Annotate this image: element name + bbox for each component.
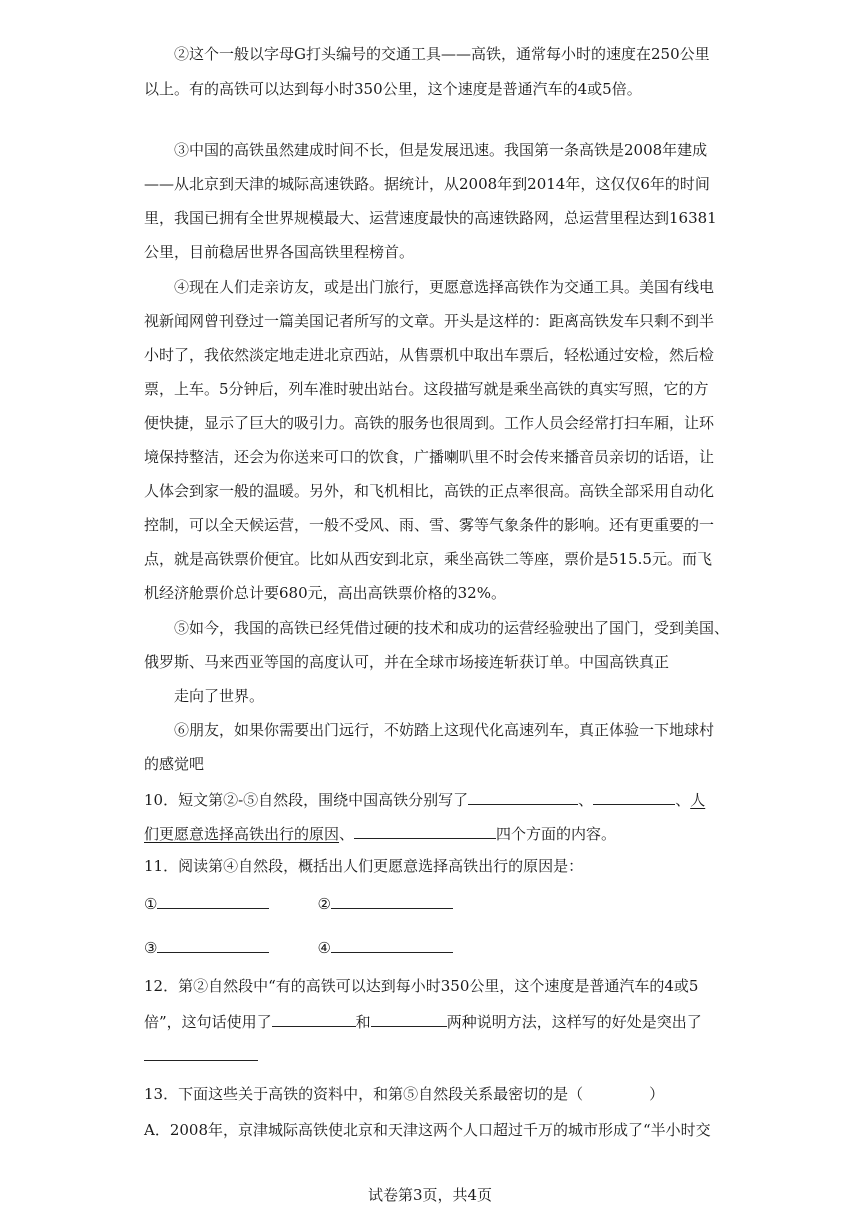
question-11-row1 <box>144 892 453 914</box>
question-12-text: 和 <box>355 1013 371 1031</box>
passage-p2-line1: ②这个一般以字母G打头编号的交通工具——高铁，通常每小时的速度在250公里 <box>174 45 710 63</box>
answer-blank[interactable] <box>331 936 453 953</box>
answer-blank[interactable] <box>157 892 269 909</box>
question-10-text: 10．短文第②-⑤自然段，围绕中国高铁分别写了 <box>144 791 469 809</box>
passage-p4-line6: 境保持整洁，还会为你送来可口的饮食，广播喇叭里不时会传来播音员亲切的话语，让 <box>144 448 715 466</box>
page-footer: 试卷第3页，共4页 <box>367 1186 493 1204</box>
passage-p3-line1: ③中国的高铁虽然建成时间不长，但是发展迅速。我国第一条高铁是2008年建成 <box>174 141 708 159</box>
passage-p4-line1: ④现在人们走亲访友，或是出门旅行，更愿意选择高铁作为交通工具。美国有线电 <box>174 278 715 296</box>
question-12-line2 <box>144 1010 702 1032</box>
question-13-option-a: A．2008年，京津城际高铁使北京和天津这两个人口超过千万的城市形成了“半小时交 <box>144 1121 711 1139</box>
passage-p4-line3: 小时了，我依然淡定地走进北京西站，从售票机中取出车票后，轻松通过安检，然后检 <box>144 346 715 364</box>
passage-p4-line8: 控制，可以全天候运营，一般不受风、雨、雪、雾等气象条件的影响。还有更重要的一 <box>144 516 715 534</box>
passage-p6-line1: ⑥朋友，如果你需要出门远行，不妨踏上这现代化高速列车，真正体验一下地球村 <box>174 721 715 739</box>
answer-blank[interactable] <box>157 936 269 953</box>
passage-p5-line1: ⑤如今，我国的高铁已经凭借过硬的技术和成功的运营经验驶出了国门，受到美国、 <box>174 619 730 637</box>
answer-blank[interactable] <box>331 892 453 909</box>
question-10-line1 <box>144 788 705 810</box>
passage-p4-line7: 人体会到家一般的温暖。另外，和飞机相比，高铁的正点率很高。高铁全部采用自动化 <box>144 482 715 500</box>
separator: 、 <box>675 791 691 809</box>
paren-close: ） <box>649 1085 665 1103</box>
separator: 、 <box>578 791 594 809</box>
answer-blank[interactable] <box>272 1010 356 1027</box>
question-11-text: 11．阅读第④自然段，概括出人们更愿意选择高铁出行的原因是： <box>144 857 584 875</box>
passage-p3-line2: ——从北京到天津的城际高速铁路。据统计，从2008年到2014年，这仅仅6年的时间 <box>144 175 710 193</box>
question-12-text: 两种说明方法，这样写的好处是突出了 <box>446 1013 702 1031</box>
passage-p2-line2: 以上。有的高铁可以达到每小时350公里，这个速度是普通汽车的4或5倍。 <box>144 80 642 98</box>
passage-p4-line10: 机经济舱票价总计要680元，高出高铁票价格的32%。 <box>144 584 506 602</box>
passage-p5-line3: 走向了世界。 <box>174 687 265 705</box>
passage-p4-line4: 票，上车。5分钟后，列车准时驶出站台。这段描写就是乘坐高铁的真实写照，它的方 <box>144 380 709 398</box>
answer-marker: ① <box>144 895 158 913</box>
passage-p4-line2: 视新闻网曾刊登过一篇美国记者所写的文章。开头是这样的：距离高铁发车只剩不到半 <box>144 312 715 330</box>
question-12-text: 倍”，这句话使用了 <box>144 1013 272 1031</box>
answer-marker: ③ <box>144 939 158 957</box>
answer-blank[interactable] <box>371 1010 447 1027</box>
passage-p6-line2: 的感觉吧 <box>144 755 205 773</box>
passage-p3-line3: 里，我国已拥有全世界规模最大、运营速度最快的高速铁路网，总运营里程达到16381 <box>144 209 717 227</box>
given-answer: 人 <box>690 791 706 809</box>
question-13-line <box>144 1084 664 1104</box>
question-12-line3 <box>144 1044 258 1066</box>
question-10-line2 <box>144 822 616 844</box>
passage-p5-line2: 俄罗斯、马来西亚等国的高度认可，并在全球市场接连斩获订单。中国高铁真正 <box>144 653 670 671</box>
answer-blank[interactable] <box>144 1044 258 1061</box>
answer-blank[interactable] <box>468 788 578 805</box>
answer-marker: ④ <box>317 939 331 957</box>
passage-p3-line4: 公里，目前稳居世界各国高铁里程榜首。 <box>144 243 415 261</box>
answer-blank[interactable] <box>354 822 496 839</box>
question-10-tail: 四个方面的内容。 <box>496 825 617 843</box>
question-13-text: 13．下面这些关于高铁的资料中，和第⑤自然段关系最密切的是（ <box>144 1085 584 1103</box>
question-12-line1: 12．第②自然段中“有的高铁可以达到每小时350公里，这个速度是普通汽车的4或5 <box>144 977 699 995</box>
answer-blank[interactable] <box>593 788 675 805</box>
question-11-row2 <box>144 936 453 958</box>
answer-marker: ② <box>317 895 331 913</box>
passage-p4-line5: 便快捷，显示了巨大的吸引力。高铁的服务也很周到。工作人员会经常打扫车厢，让环 <box>144 414 715 432</box>
separator: 、 <box>339 825 355 843</box>
given-answer: 们更愿意选择高铁出行的原因 <box>144 825 340 843</box>
passage-p4-line9: 点，就是高铁票价便宜。比如从西安到北京，乘坐高铁二等座，票价是515.5元。而飞 <box>144 550 712 568</box>
